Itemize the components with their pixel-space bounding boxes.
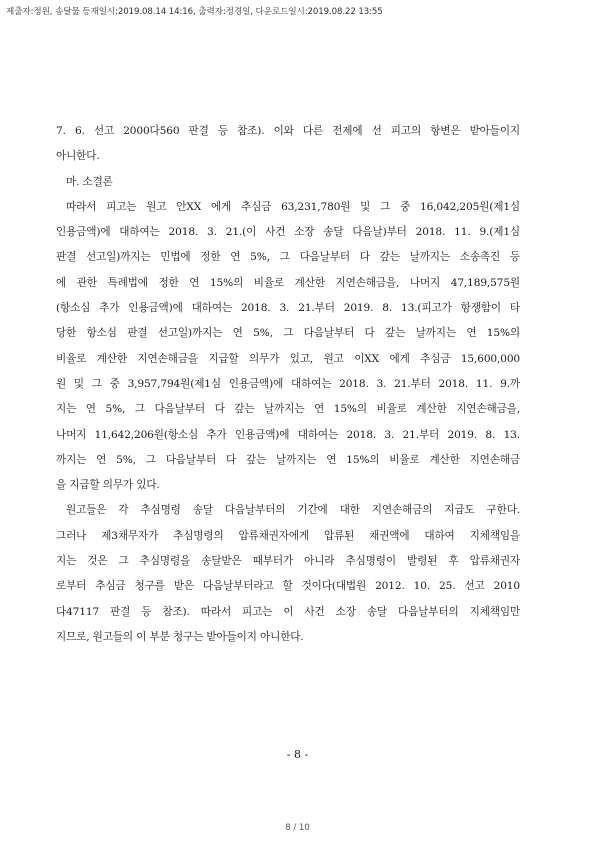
body-line: 원 및 그 중 3,957,794원(제1심 인용금액)에 대하여는 2018. 3. 21.부터 2018. 11. 9.까 — [56, 377, 520, 390]
body-line: 그러나 제3채무자가 추심명령의 압류채권자에게 압류된 채권액에 대하여 지체책임을 — [56, 529, 520, 542]
body-line: 아니한다. — [56, 150, 100, 163]
body-line: 까지는 연 5%, 그 다음날부터 다 갚는 날까지는 연 15%의 비율로 계산한 지연손해금 — [56, 453, 520, 466]
body-line: 로부터 추심금 청구를 받은 다음날부터라고 할 것이다(대법원 2012. 10. 25. 선고 2010 — [56, 580, 520, 593]
body-line: 을 지급할 의무가 있다. — [56, 479, 160, 492]
body-line: 지는 연 5%, 그 다음날부터 다 갚는 날까지는 연 15%의 비율로 계산한 지연손해금을, — [56, 403, 520, 416]
body-line: 지는 것은 그 추심명령을 송달받은 때부터가 아니라 추심명령이 발령된 후 압류채권자 — [56, 555, 520, 568]
document-body — [56, 119, 520, 650]
body-line: 다47117 판결 등 참조). 따라서 피고는 이 사건 소장 송달 다음날부터의 지체책임만 — [56, 605, 520, 618]
document-metadata-header: 제출자:정원, 송달물 등재일시:2019.08.14 14:16, 출력자:정경일, 다운로드일시:2019.08.22 13:55 — [6, 7, 383, 17]
page-counter: 8 / 10 — [285, 823, 310, 833]
body-line: 당한 항소심 판결 선고일)까지는 연 5%, 그 다음날부터 다 갚는 날까지는 연 15%의 — [56, 327, 520, 340]
page-number: - 8 - — [286, 748, 309, 761]
body-line: 원고들은 각 추심명령 송달 다음날부터의 기간에 대한 지연손해금의 지급도 구한다. — [66, 504, 520, 517]
body-line: 비율로 계산한 지연손해금을 지급할 의무가 있고, 원고 이XX 에게 추심금 15,600,000 — [56, 352, 520, 365]
body-line: 인용금액)에 대하여는 2018. 3. 21.(이 사건 소장 송달 다음날)부터 2018. 11. 9.(제1심 — [56, 226, 520, 239]
body-line: 따라서 피고는 원고 안XX 에게 추심금 63,231,780원 및 그 중 16,042,205원(제1심 — [66, 200, 520, 213]
body-line: 판결 선고일)까지는 민법에 정한 연 5%, 그 다음날부터 다 갚는 날까지는 소송촉진 등 — [56, 251, 520, 264]
body-line: 에 관한 특례법에 정한 연 15%의 비율로 계산한 지연손해금을, 나머지 47,189,575원 — [56, 276, 520, 289]
body-line: 나머지 11,642,206원(항소심 추가 인용금액)에 대하여는 2018. 3. 21.부터 2019. 8. 13. — [56, 428, 520, 441]
body-line: 마. 소결론 — [66, 175, 113, 188]
body-line: (항소심 추가 인용금액)에 대하여는 2018. 3. 21.부터 2019. 8. 13.(피고가 항쟁함이 타 — [56, 302, 520, 315]
body-line: 7. 6. 선고 2000다560 판결 등 참조). 이와 다른 전제에 선 피고의 항변은 받아들이지 — [56, 125, 520, 137]
body-line: 지므로, 원고들의 이 부분 청구는 받아들이지 아니한다. — [56, 630, 304, 643]
